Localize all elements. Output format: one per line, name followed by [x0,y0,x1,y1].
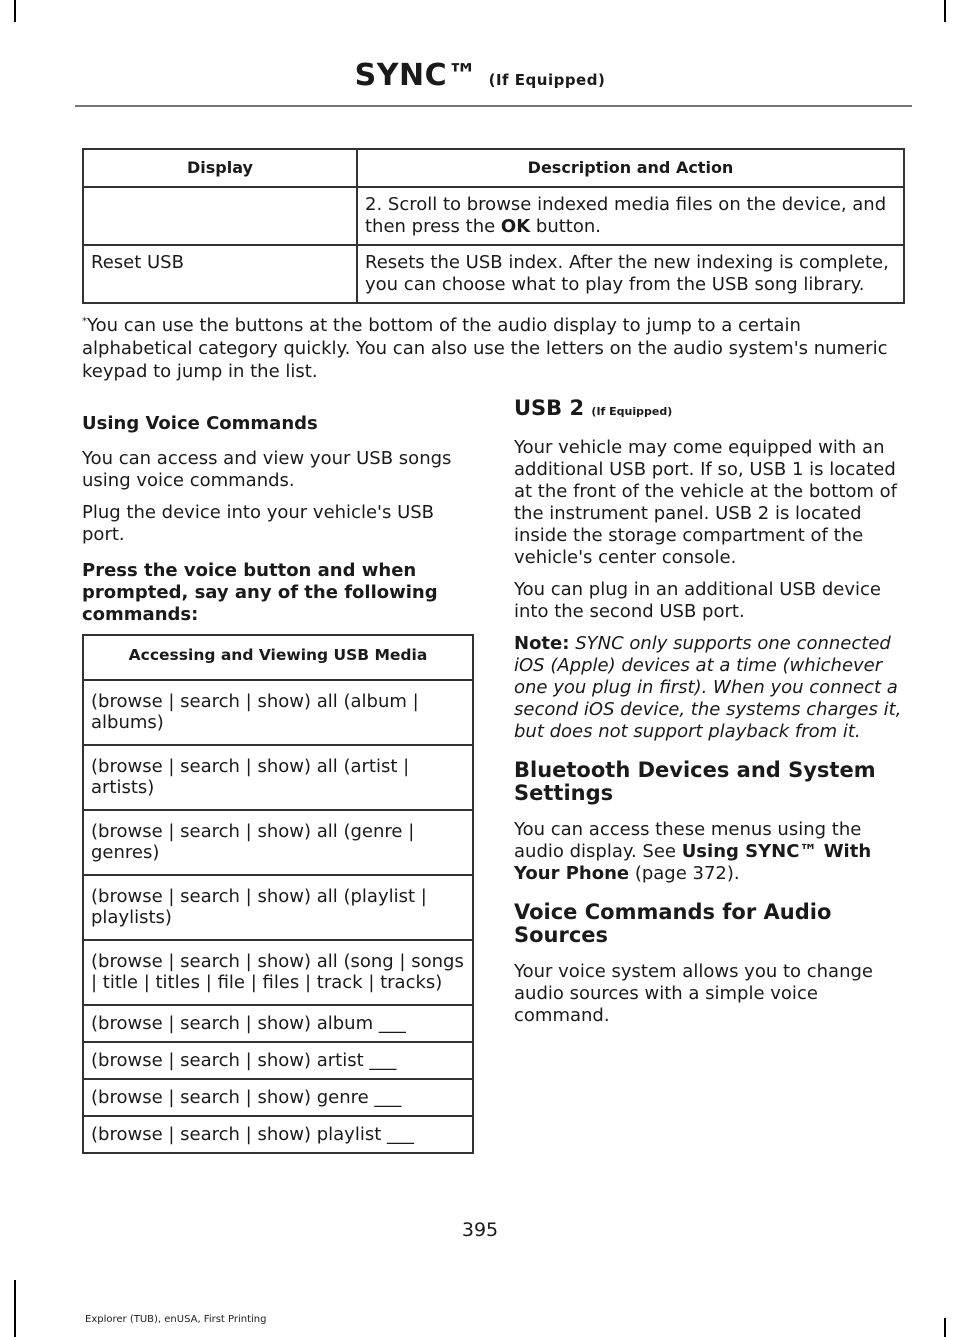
page-number: 395 [461,1219,499,1241]
paragraph [514,819,908,885]
cell-display: Reset USB [83,245,357,303]
cell-description [357,187,904,245]
table-row [83,1005,473,1042]
table-header-row [83,635,473,680]
table-row [83,1116,473,1153]
usb2-subtitle: (If Equipped) [591,405,673,418]
command-cell: (browse | search | show) artist ___ [83,1042,473,1079]
paragraph: Your vehicle may come equipped with an additional USB port. If so, USB 1 is located at the front of the vehicle at the bottom of the instrument panel. USB 2 is located inside the storage compartment of the vehicle's center console. [514,437,898,568]
page-header [0,58,960,93]
table-row [83,1042,473,1079]
paragraph: You can access and view your USB songs using voice commands. [82,448,452,491]
crop-mark [944,0,946,22]
section-heading-usb2 [514,397,908,423]
paragraph: Plug the device into your vehicle's USB port. [82,502,435,545]
header-title: SYNC™ [354,58,478,93]
command-cell: (browse | search | show) all (artist | artists) [83,745,473,810]
right-column [514,397,908,1037]
command-cell: (browse | search | show) all (album | albums) [83,680,473,745]
note-label: Note: [514,633,570,654]
footnote-text: You can use the buttons at the bottom of the audio display to jump to a certain alphabetical category quickly. You can also use the letters on the audio system's numeric keypad to jump in the list. [82,315,888,382]
desc-text: button. [530,216,601,237]
crop-mark [14,1280,16,1337]
table-header-row [83,149,904,187]
header-divider [75,105,912,107]
display-description-table [82,148,905,304]
paragraph: Your voice system allows you to change audio sources with a simple voice command. [514,961,873,1026]
bt-text: You can access these menus using the audio display. See [514,819,862,862]
usb-media-commands-table [82,634,474,1154]
column-header-description: Description and Action [357,149,904,187]
cell-description: Resets the USB index. After the new indexing is complete, you can choose what to play from the USB song library. [357,245,904,303]
command-cell: (browse | search | show) album ___ [83,1005,473,1042]
instruction-heading: Press the voice button and when prompted, say any of the following commands: [82,560,438,625]
command-cell: (browse | search | show) genre ___ [83,1079,473,1116]
note-text: SYNC only supports one connected iOS (Apple) devices at a time (whichever one you plug in first). When you connect a second iOS device, the systems charges it, but does not support playback from it. [514,633,902,742]
table-row [83,245,904,303]
crop-mark [14,0,16,22]
footnote [82,310,907,383]
section-heading-voice-audio-sources: Voice Commands for Audio Sources [514,900,832,947]
table-row [83,940,473,1005]
usb2-title: USB 2 [514,396,585,420]
crop-mark [944,1318,946,1337]
table-row [83,680,473,745]
paragraph: You can plug in an additional USB device into the second USB port. [514,579,881,622]
footnote-mark: * [82,316,87,327]
left-column [82,413,474,1154]
command-cell: (browse | search | show) playlist ___ [83,1116,473,1153]
page-reference: (page 372). [629,863,740,884]
desc-text: 2. Scroll to browse indexed media files on the device, and then press the [365,194,887,237]
cell-display [83,187,357,245]
column-header-display: Display [83,149,357,187]
table-row [83,1079,473,1116]
note [514,633,908,743]
commands-table-header: Accessing and Viewing USB Media [83,635,473,680]
header-subtitle: (If Equipped) [488,71,606,89]
printing-info: Explorer (TUB), enUSA, First Printing [85,1314,267,1325]
command-cell: (browse | search | show) all (genre | genres) [83,810,473,875]
command-cell: (browse | search | show) all (playlist | playlists) [83,875,473,940]
table-row [83,810,473,875]
section-heading-voice-commands: Using Voice Commands [82,413,318,434]
command-cell: (browse | search | show) all (song | songs | title | titles | file | files | track | tracks) [83,940,473,1005]
cross-reference-link[interactable]: Using SYNC™ With Your Phone [514,841,872,884]
table-row [83,187,904,245]
table-row [83,875,473,940]
section-heading-bluetooth: Bluetooth Devices and System Settings [514,758,876,805]
ok-button-label: OK [500,216,531,237]
table-row [83,745,473,810]
